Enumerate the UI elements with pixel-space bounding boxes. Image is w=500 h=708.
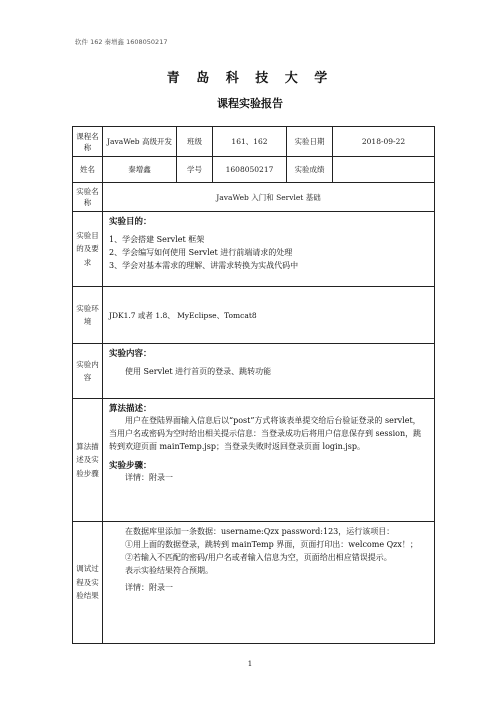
purpose-heading: 实验目的：: [109, 217, 152, 227]
debug-cell: [103, 522, 435, 644]
report-table: [72, 126, 435, 644]
content-row: [73, 344, 435, 399]
debug-paragraph: ①用上面的数据登录，跳转到 mainTemp 界面，页面打印出：welcome Qzx！；: [125, 540, 418, 549]
id-label: 学号: [177, 157, 213, 183]
name-value: 秦增鑫: [103, 157, 177, 183]
algorithm-row: [73, 399, 435, 522]
grade-label: 实验成绩: [287, 157, 333, 183]
class-label: 班级: [177, 127, 213, 157]
environment-row: [73, 287, 435, 344]
experiment-name-label: 实验名称: [73, 183, 103, 212]
debug-row: [73, 522, 435, 644]
page-header: 软件 162 秦增鑫 1608050217: [75, 38, 168, 46]
algorithm-text: 用户在登陆界面输入信息后以“post”方式将该表单提交给后台验证登录的 servlet，当用户名或密码为空时给出相关提示信息：当登录成功后将用户信息保存到 session，跳转到欢迎页面 mainTemp.jsp；当登录失败时返回登录页面 login.jsp。: [109, 416, 422, 451]
course-row: [73, 127, 435, 157]
report-title: 课程实验报告: [217, 97, 283, 110]
purpose-label: 实验目的及要求: [73, 212, 103, 287]
experiment-name-value: JavaWeb 入门和 Servlet 基础: [103, 183, 435, 212]
debug-paragraph: 在数据库里添加一条数据：username:Qzx password:123，运行该项目：: [125, 527, 395, 536]
purpose-row: [73, 212, 435, 287]
date-label: 实验日期: [287, 127, 333, 157]
page-number: 1: [247, 660, 253, 668]
content-cell: [103, 344, 435, 399]
purpose-item: 3、学会对基本需求的理解、讲需求转换为实战代码中: [109, 261, 299, 270]
debug-paragraph: ②若输入不匹配的密码/用户名或者输入信息为空，页面给出相应错误提示。: [125, 553, 392, 562]
purpose-item: 1、学会搭建 Servlet 框架: [109, 235, 205, 244]
debug-label: 调试过程及实验结果: [73, 522, 103, 644]
date-value: 2018-09-22: [333, 127, 435, 157]
experiment-name-row: [73, 183, 435, 212]
id-value: 1608050217: [213, 157, 287, 183]
purpose-item: 2、学会编写如何使用 Servlet 进行前端请求的处理: [109, 248, 293, 257]
debug-paragraph: 表示实验结果符合预期。: [125, 566, 213, 575]
purpose-content: [103, 212, 435, 287]
course-value: JavaWeb 高级开发: [103, 127, 177, 157]
algorithm-label: 算法描述及实验步骤: [73, 399, 103, 522]
environment-label: 实验环境: [73, 287, 103, 344]
content-text: 使用 Servlet 进行首页的登录、跳转功能: [125, 367, 272, 376]
algorithm-cell: [103, 399, 435, 522]
algorithm-heading: 算法描述：: [109, 404, 152, 414]
class-value: 161、162: [213, 127, 287, 157]
grade-value: [333, 157, 435, 183]
steps-text: 详情：附录一: [125, 473, 173, 482]
debug-paragraph: 详情：附录一: [125, 583, 173, 592]
environment-value: JDK1.7 或者 1.8、 MyEclipse、Tomcat8: [103, 287, 435, 344]
student-row: [73, 157, 435, 183]
steps-heading: 实验步骤：: [109, 461, 152, 471]
content-label: 实验内容: [73, 344, 103, 399]
content-heading: 实验内容：: [109, 349, 152, 359]
course-label: 课程名称: [73, 127, 103, 157]
university-title: 青 岛 科 技 大 学: [166, 71, 334, 86]
name-label: 姓名: [73, 157, 103, 183]
